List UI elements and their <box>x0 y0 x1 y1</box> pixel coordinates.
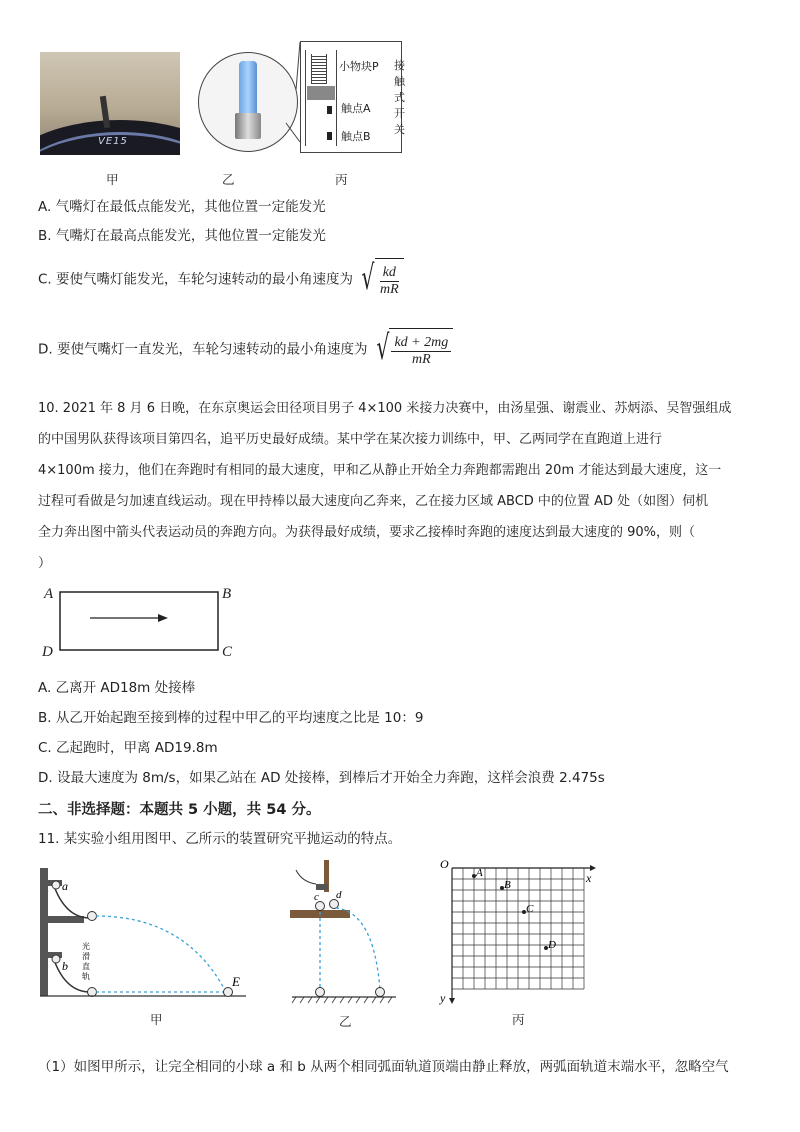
inner-tube <box>305 50 337 146</box>
figure-yi-apparatus <box>284 856 404 1016</box>
run-arrow-head <box>158 614 168 622</box>
figure-jia-apparatus <box>36 860 266 1020</box>
label-y: y <box>440 991 446 1005</box>
push-arrow <box>296 870 316 884</box>
ball-b-start <box>52 955 60 963</box>
smooth-track-label: 光 滑 直 轨 <box>81 942 91 980</box>
grid-lines <box>452 868 584 989</box>
caption-bing-bottom: 丙 <box>512 1012 525 1027</box>
caption-yi-bottom: 乙 <box>339 1014 352 1029</box>
y-axis-arrow <box>449 998 455 1004</box>
q10-line1: 10. 2021 年 8 月 6 日晚，在东京奥运会田径项目男子 4×100 米接力决赛中，由汤星强、谢震业、苏炳添、吴智强组成 <box>38 401 732 416</box>
q10-line3: 4×100m 接力，他们在奔跑时有相同的最大速度，甲和乙从静止开始全力奔跑都需跑出 20m 才能达到最大速度，这一 <box>38 463 722 478</box>
label-point-c: C <box>526 903 534 915</box>
label-c: c <box>314 891 319 903</box>
label-point-a: A <box>476 867 483 879</box>
caption-bing: 丙 <box>335 172 348 187</box>
figure-bing-grid <box>438 856 608 1006</box>
ball-c-land <box>316 988 325 997</box>
caption-jia-bottom: 甲 <box>150 1012 163 1027</box>
switch-side-label: 接 触 式 开 关 <box>394 59 405 136</box>
projectile-path-yi <box>336 908 380 990</box>
label-contact-b: 触点B <box>341 130 371 143</box>
q10-line2: 的中国男队获得该项目第四名，追平历史最好成绩。某中学在某次接力训练中，甲、乙两同学在直跑道上进行 <box>38 432 663 447</box>
q9-option-d: D. 要使气嘴灯一直发光，车轮匀速转动的最小角速度为 √ $\frac{kd + 2mg}{mR}$ <box>38 328 453 371</box>
zone-rect <box>60 592 218 650</box>
q10-line6: ） <box>38 556 52 571</box>
figure-valve-lamp <box>38 38 418 188</box>
relay-zone-diagram <box>38 580 258 660</box>
caption-jia: 甲 <box>106 172 119 187</box>
q9-option-c: C. 要使气嘴灯能发光，车轮匀速转动的最小角速度为 √ $\frac{kd}{mR}$ <box>38 258 404 301</box>
q10-option-b: B. 从乙开始起跑至接到棒的过程中甲乙的平均速度之比是 10：9 <box>38 710 424 726</box>
projectile-path <box>96 916 226 992</box>
label-d: d <box>336 889 342 901</box>
stand-bar-mid <box>48 916 84 923</box>
caption-yi: 乙 <box>222 172 235 187</box>
hammer-head <box>316 884 328 890</box>
ground-hatch <box>292 997 392 1003</box>
q10-option-d: D. 设最大速度为 8m/s，如果乙站在 AD 处接棒，到棒后才开始全力奔跑，这样会浪费 2.475s <box>38 770 605 786</box>
q10-line5: 全力奔出图中箭头代表运动员的奔跑方向。为获得最好成绩，要求乙接棒时奔跑的速度达到最大速度的 90%，则（ <box>38 525 696 540</box>
label-ball-b: b <box>62 959 68 973</box>
label-a: A <box>44 586 54 602</box>
sqrt-formula-c: √ $\frac{kd}{mR}$ <box>357 258 403 301</box>
ball-b-launch <box>88 988 97 997</box>
track-upper <box>54 886 90 918</box>
tire-text: VE15 <box>98 136 128 147</box>
ball-d-land <box>376 988 385 997</box>
q10-option-c: C. 乙起跑时，甲离 AD19.8m <box>38 740 218 756</box>
label-b: B <box>222 586 232 602</box>
label-c: C <box>222 644 233 660</box>
stand-post <box>40 868 48 996</box>
ball-a-launch <box>88 912 97 921</box>
q9-option-b: B. 气嘴灯在最高点能发光，其他位置一定能发光 <box>38 228 326 244</box>
q9-option-a: A. 气嘴灯在最低点能发光，其他位置一定能发光 <box>38 199 326 215</box>
label-block-p: 小物块P <box>339 60 379 73</box>
label-point-b: B <box>504 879 511 891</box>
section-heading: 二、非选择题：本题共 5 小题，共 54 分。 <box>38 802 321 818</box>
contact-switch-box <box>300 41 402 153</box>
q10-line4: 过程可看做是匀加速直线运动。现在甲持棒以最大速度向乙奔来，乙在接力区域 ABCD 中的位置 AD 处（如图）伺机 <box>38 494 709 509</box>
label-ball-a: a <box>62 879 68 893</box>
label-point-d: D <box>548 939 556 951</box>
label-e: E <box>232 974 240 989</box>
sqrt-formula-d: √ $\frac{kd + 2mg}{mR}$ <box>372 328 453 371</box>
ball-a-start <box>52 881 60 889</box>
label-contact-a: 触点A <box>341 102 371 115</box>
q10-option-a: A. 乙离开 AD18m 处接棒 <box>38 680 196 696</box>
q11-stem: 11. 某实验小组用图甲、乙所示的装置研究平抛运动的特点。 <box>38 831 402 847</box>
label-origin: O <box>440 857 449 871</box>
label-x: x <box>586 871 592 885</box>
q11-sub1: （1）如图甲所示，让完全相同的小球 a 和 b 从两个相同弧面轨道顶端由静止释放，两弧面轨道末端水平，忽略空气 <box>38 1059 729 1075</box>
label-d: D <box>42 644 53 660</box>
